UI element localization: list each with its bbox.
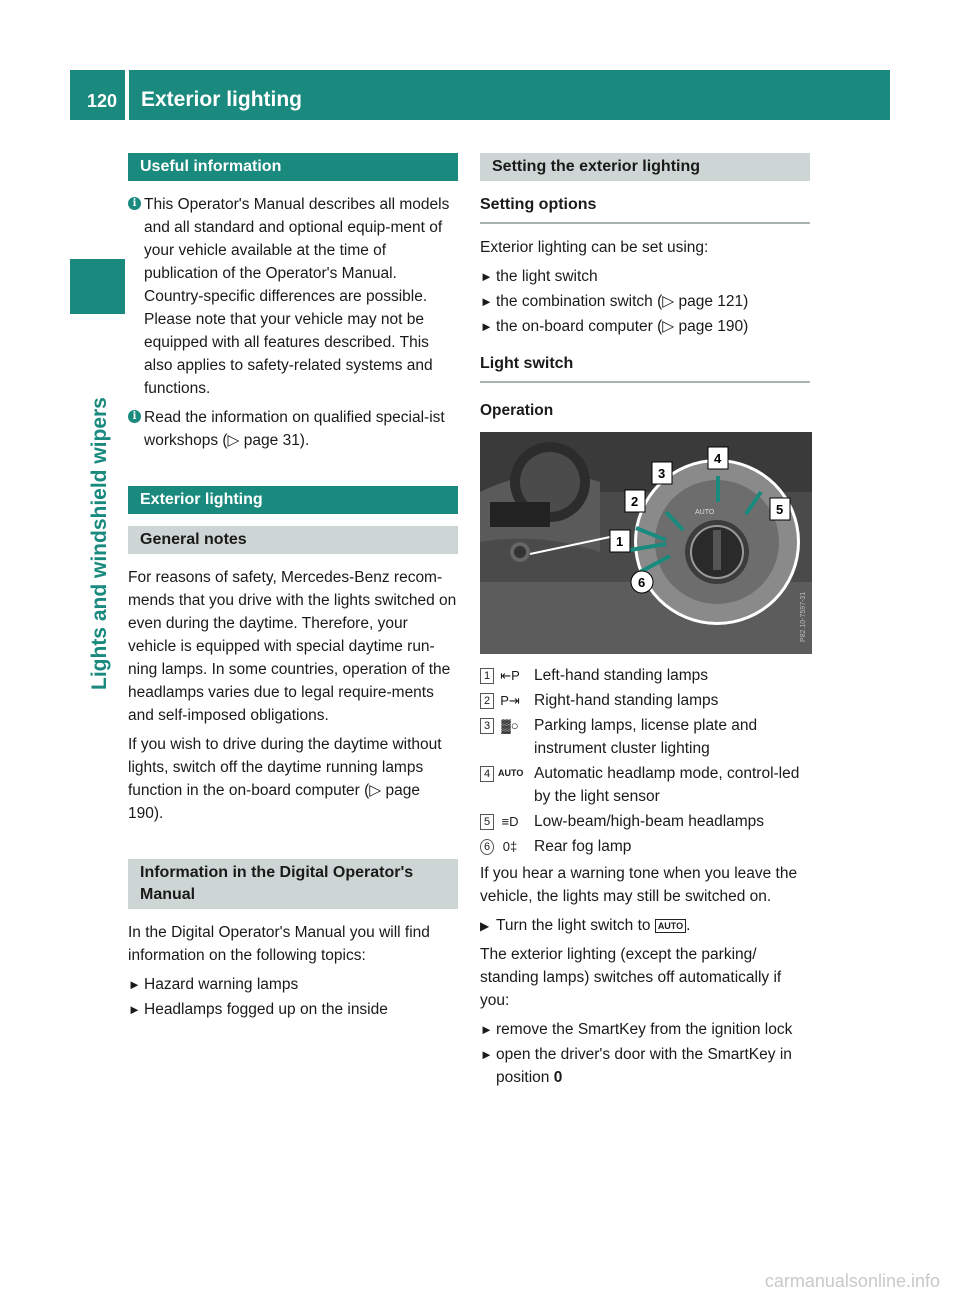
legend-item: 2 P⇥ Right-hand standing lamps bbox=[480, 689, 810, 712]
warning-paragraph: If you hear a warning tone when you leave the vehicle, the lights may still be switched on. bbox=[480, 865, 798, 905]
general-notes-heading: General notes bbox=[128, 526, 458, 554]
useful-info-heading: Useful information bbox=[128, 153, 458, 181]
digital-topics-list bbox=[128, 973, 458, 1021]
info-icon: i bbox=[128, 197, 141, 210]
page-number: 120 bbox=[86, 91, 117, 111]
info-note bbox=[128, 406, 458, 452]
legend-item: 3 ▓○ Parking lamps, license plate and instrument cluster lighting bbox=[480, 714, 810, 760]
svg-text:AUTO: AUTO bbox=[695, 509, 715, 516]
position-value: 0 bbox=[553, 1069, 563, 1086]
list-item: ► the combination switch (▷ page 121) bbox=[480, 293, 749, 310]
page-title: Exterior lighting bbox=[141, 88, 303, 111]
legend-item: 6 0‡ Rear fog lamp bbox=[480, 835, 810, 858]
auto-off-list bbox=[480, 1018, 810, 1089]
operation-heading: Operation bbox=[480, 402, 554, 419]
legend bbox=[480, 664, 810, 858]
list-item: ► the light switch bbox=[480, 268, 598, 285]
page-number-tab bbox=[70, 70, 125, 120]
watermark: carmanualsonline.info bbox=[764, 1271, 940, 1291]
list-item: ► the on-board computer (▷ page 190) bbox=[480, 318, 749, 335]
chapter-label: Lights and windshield wipers bbox=[88, 397, 111, 690]
list-item: ► open the driver's door with the SmartKey in position 0 bbox=[480, 1046, 792, 1086]
legend-item: 5 ≡D Low-beam/high-beam headlamps bbox=[480, 810, 810, 833]
info-note-text: Read the information on qualified special-ist workshops (▷ page 31). bbox=[144, 409, 445, 449]
svg-text:4: 4 bbox=[714, 451, 722, 466]
light-switch-photo bbox=[480, 432, 812, 654]
setting-options-heading: Setting options bbox=[480, 193, 810, 224]
arrow-icon: ▶ bbox=[480, 919, 490, 933]
light-switch-heading: Light switch bbox=[480, 352, 810, 383]
svg-text:6: 6 bbox=[638, 575, 646, 590]
setting-lighting-heading: Setting the exterior lighting bbox=[480, 153, 810, 181]
svg-text:2: 2 bbox=[631, 494, 639, 509]
list-item: ► remove the SmartKey from the ignition lock bbox=[480, 1021, 793, 1038]
image-code: P82.10-7597-31 bbox=[800, 591, 807, 642]
digital-manual-paragraph: In the Digital Operator's Manual you will find information on the following topics: bbox=[128, 924, 430, 964]
legend-item: 4 AUTO Automatic headlamp mode, control-led by the light sensor bbox=[480, 762, 810, 808]
setting-options-list bbox=[480, 265, 810, 338]
info-note bbox=[128, 193, 458, 400]
exterior-lighting-heading: Exterior lighting bbox=[128, 486, 458, 514]
right-column bbox=[480, 153, 810, 1095]
legend-item: 1 ⇤P Left-hand standing lamps bbox=[480, 664, 810, 687]
general-notes-paragraph: For reasons of safety, Mercedes-Benz recom-mends that you drive with the lights switched on even during the daytime. Therefore, your vehicle is equipped with special daytime run-ning lamps. In some countries, operation of the headlamps varies due to legal require-ments and self-imposed obligations. bbox=[128, 569, 457, 724]
info-note-text: This Operator's Manual describes all models and all standard and optional equip-ment of your vehicle available at the time of publication of the Operator's Manual. Country-specific differences are possible. Please note that your vehicle may not be equipped with all features described. This also applies to safety-related systems and functions. bbox=[144, 196, 450, 397]
auto-off-paragraph: The exterior lighting (except the parking/ standing lamps) switches off automatically if you: bbox=[480, 946, 782, 1009]
digital-manual-heading: Information in the Digital Operator's Manual bbox=[128, 859, 458, 909]
page-header bbox=[129, 70, 890, 120]
auto-symbol: AUTO bbox=[655, 919, 686, 933]
svg-text:5: 5 bbox=[776, 502, 784, 517]
info-icon: i bbox=[128, 410, 141, 423]
chapter-marker bbox=[70, 259, 125, 314]
list-item: ► Headlamps fogged up on the inside bbox=[128, 1001, 388, 1018]
list-item: ► Hazard warning lamps bbox=[128, 976, 299, 993]
svg-text:3: 3 bbox=[658, 466, 666, 481]
action-step: ▶ Turn the light switch to AUTO . bbox=[480, 914, 810, 937]
daytime-lights-paragraph: If you wish to drive during the daytime without lights, switch off the daytime running lamps function in the on-board computer (▷ page 190). bbox=[128, 736, 442, 822]
left-column bbox=[128, 153, 458, 1027]
svg-text:1: 1 bbox=[616, 534, 624, 549]
chapter-side-tab bbox=[70, 123, 125, 1302]
setting-options-paragraph: Exterior lighting can be set using: bbox=[480, 239, 709, 256]
